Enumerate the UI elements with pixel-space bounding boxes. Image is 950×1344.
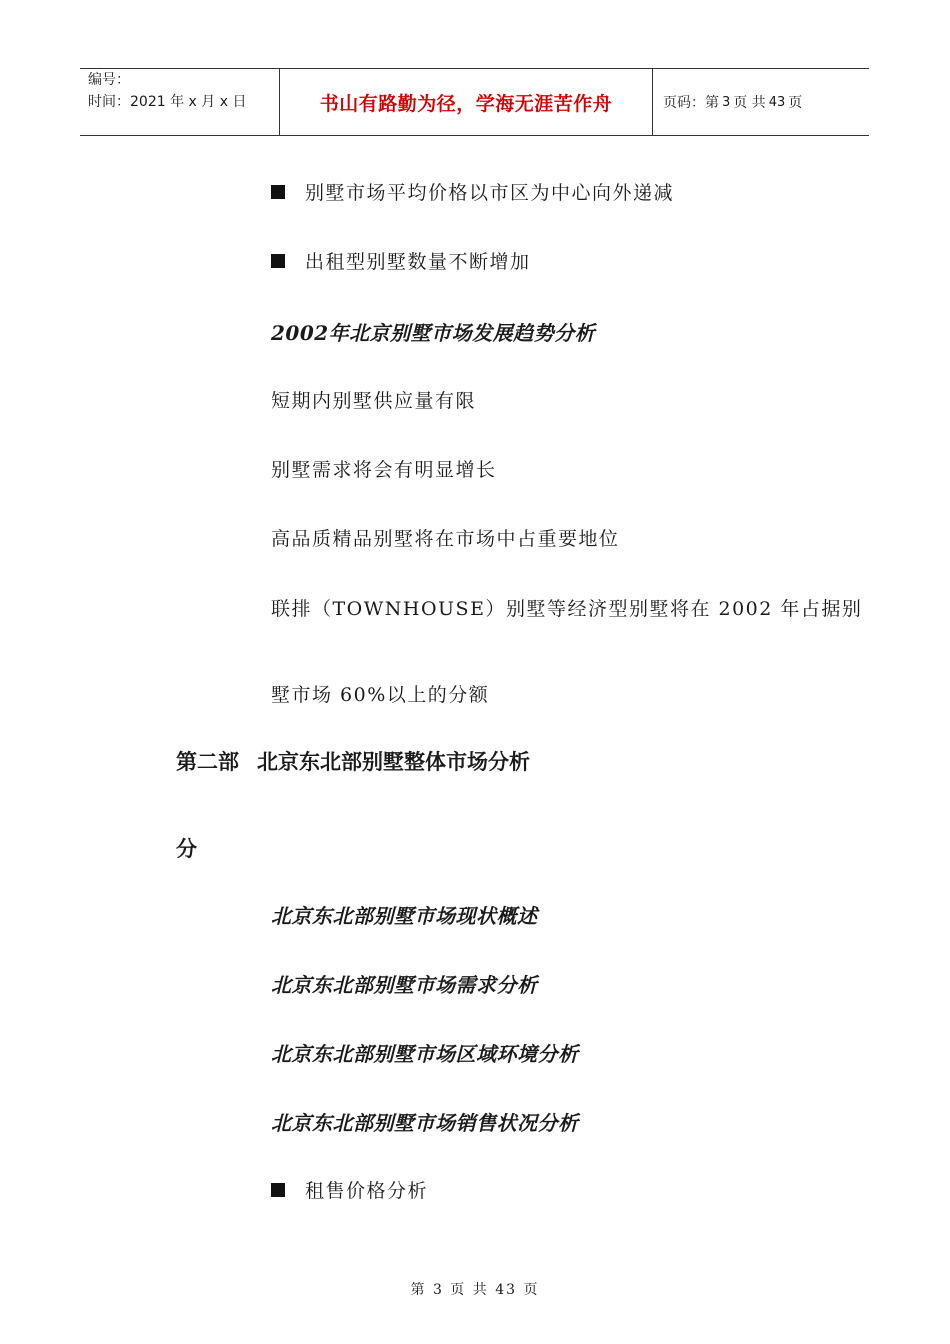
bullet-text: 租售价格分析 bbox=[305, 1180, 429, 1202]
page-mid: 页 共 bbox=[733, 95, 766, 111]
section-label: 第二部 bbox=[176, 750, 239, 774]
page-prefix: 页码：第 bbox=[663, 95, 719, 111]
square-bullet-icon bbox=[271, 254, 285, 268]
bullet-item bbox=[271, 1176, 428, 1203]
paragraph: 别墅需求将会有明显增长 bbox=[271, 459, 497, 481]
bullet-item bbox=[271, 178, 674, 205]
page-footer: 第 3 页 共 43 页 bbox=[410, 1282, 540, 1298]
page-header bbox=[80, 68, 869, 136]
page-suffix: 页 bbox=[788, 95, 803, 111]
section-heading-continuation: 分 bbox=[176, 837, 197, 861]
square-bullet-icon bbox=[271, 185, 285, 199]
subheading: 北京东北部别墅市场需求分析 bbox=[271, 973, 538, 997]
bullet-item bbox=[271, 247, 531, 274]
square-bullet-icon bbox=[271, 1183, 285, 1197]
header-meta bbox=[80, 69, 280, 135]
section-title: 北京东北部别墅整体市场分析 bbox=[257, 750, 530, 774]
bullet-text: 别墅市场平均价格以市区为中心向外递减 bbox=[305, 182, 675, 204]
doc-number-label: 编号： bbox=[88, 72, 130, 88]
subheading: 北京东北部别墅市场区域环境分析 bbox=[271, 1042, 579, 1066]
header-motto: 书山有路勤为径，学海无涯苦作舟 bbox=[280, 69, 653, 135]
section-heading bbox=[176, 746, 530, 776]
header-page-info bbox=[653, 69, 869, 135]
bullet-text: 出租型别墅数量不断增加 bbox=[305, 251, 531, 273]
paragraph: 联排（TOWNHOUSE）别墅等经济型别墅将在 2002 年占据别 bbox=[271, 598, 863, 620]
page-current: 3 bbox=[722, 94, 731, 110]
paragraph: 高品质精品别墅将在市场中占重要地位 bbox=[271, 528, 620, 550]
paragraph: 短期内别墅供应量有限 bbox=[271, 390, 477, 412]
paragraph: 墅市场 60%以上的分额 bbox=[271, 684, 490, 706]
subheading: 北京东北部别墅市场销售状况分析 bbox=[271, 1111, 579, 1135]
date-label: 时间：2021 年 x 月 x 日 bbox=[88, 94, 247, 110]
subheading: 北京东北部别墅市场现状概述 bbox=[271, 904, 538, 928]
subheading-2002-trend: 2002年北京别墅市场发展趋势分析 bbox=[271, 321, 596, 345]
page-total: 43 bbox=[768, 94, 786, 110]
